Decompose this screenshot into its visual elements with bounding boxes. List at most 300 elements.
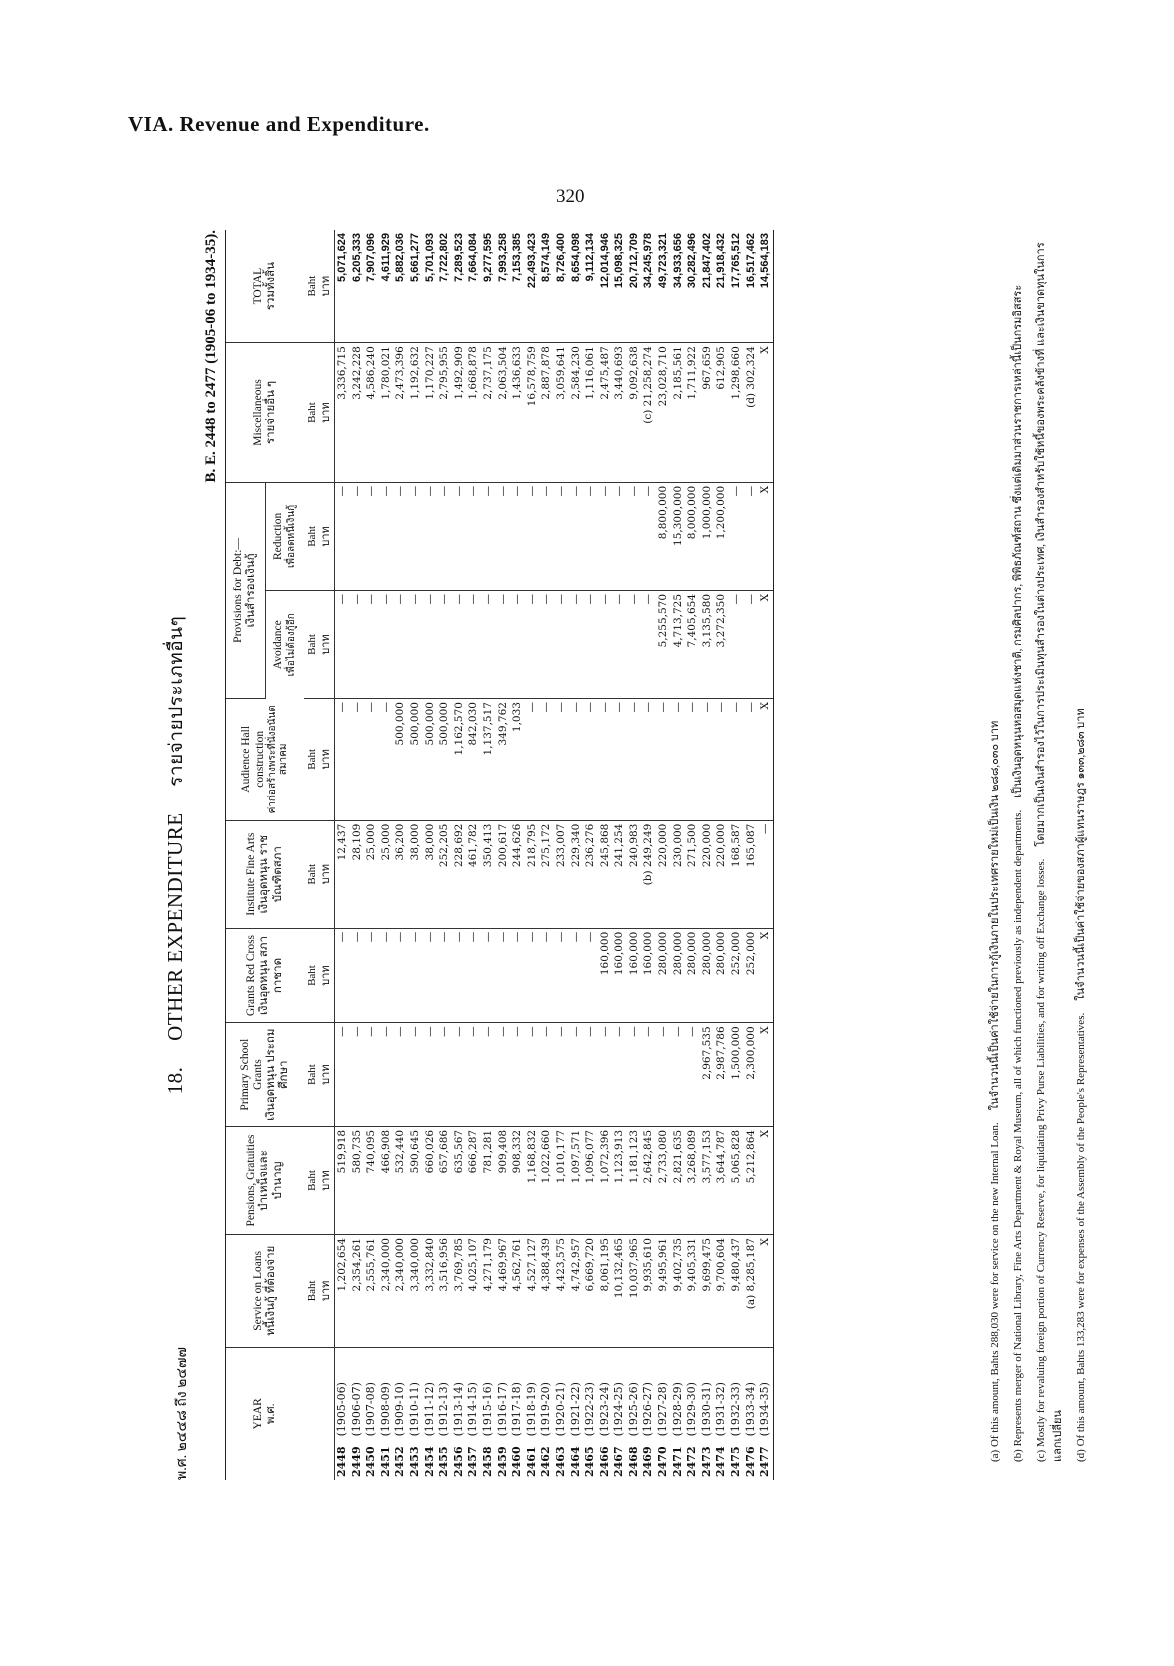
pensions-cell: 532,440 bbox=[393, 1126, 408, 1234]
total-cell: 4,611,929 bbox=[379, 230, 394, 343]
year-cell: 2456(1913-14) bbox=[451, 1382, 465, 1477]
total-cell: 7,722,802 bbox=[437, 230, 452, 343]
table-row bbox=[525, 230, 540, 1480]
col-primary: Primary School Grants เงินอุดหนุน ประถมศึกษา bbox=[226, 1023, 305, 1127]
hall-cell: 500,000 bbox=[423, 699, 438, 821]
misc-cell: 1,192,632 bbox=[408, 343, 423, 483]
redcross-cell: — bbox=[554, 928, 569, 1023]
avoid-cell: — bbox=[539, 590, 554, 698]
finearts-cell: 165,087 bbox=[744, 820, 759, 928]
pensions-cell: 666,287 bbox=[466, 1126, 481, 1234]
avoid-cell: — bbox=[510, 590, 525, 698]
col-loans: Service on Loans หนี้เงินกู้ ที่ต้องจ่าย bbox=[226, 1235, 305, 1348]
col-avoidance: Avoidance เพื่อไม่ต้องกู้อีก bbox=[272, 613, 297, 677]
reduce-cell: — bbox=[554, 482, 569, 590]
primary-cell: — bbox=[539, 1023, 554, 1127]
table-row bbox=[700, 230, 715, 1480]
avoid-cell: — bbox=[481, 590, 496, 698]
total-cell: 8,654,098 bbox=[569, 230, 584, 343]
thai-year-range: พ.ศ. ๒๔๔๘ ถึง ๒๔๗๗ bbox=[175, 1346, 190, 1480]
loans-cell: 9,699,475 bbox=[700, 1235, 715, 1348]
loans-cell: 4,271,179 bbox=[481, 1235, 496, 1348]
reduce-cell: — bbox=[393, 482, 408, 590]
table-row bbox=[554, 230, 569, 1480]
primary-cell: — bbox=[452, 1023, 467, 1127]
redcross-cell: — bbox=[539, 928, 554, 1023]
finearts-cell: 271,500 bbox=[685, 820, 700, 928]
finearts-cell: 38,000 bbox=[423, 820, 438, 928]
footnote-d: (d) Of this amount, Bahts 133,283 were for expenses of the Assembly of the People's Representatives.ในจำนวนนี้เป็นค่าใช้จ่ายของสภาผู้แทนราษฎร ๑๓๓,๒๘๓ บาท bbox=[1075, 708, 1087, 1462]
pensions-cell: 580,735 bbox=[350, 1126, 365, 1234]
pensions-cell: 740,095 bbox=[364, 1126, 379, 1234]
year-cell: 2469(1926-27) bbox=[641, 1382, 655, 1477]
redcross-cell: — bbox=[525, 928, 540, 1023]
reduce-cell: — bbox=[612, 482, 627, 590]
pensions-cell: 5,065,828 bbox=[729, 1126, 744, 1234]
redcross-cell: — bbox=[393, 928, 408, 1023]
total-cell: 22,493,423 bbox=[525, 230, 540, 343]
avoid-cell: — bbox=[583, 590, 598, 698]
redcross-cell: — bbox=[350, 928, 365, 1023]
year-cell: 2472(1929-30) bbox=[685, 1382, 699, 1477]
pensions-cell: 635,567 bbox=[452, 1126, 467, 1234]
primary-cell: — bbox=[641, 1023, 656, 1127]
loans-cell: 4,742,957 bbox=[569, 1235, 584, 1348]
misc-cell: 2,584,230 bbox=[569, 343, 584, 483]
col-total: TOTAL รวมทั้งสิ้น bbox=[226, 230, 305, 343]
reduce-cell: 1,200,000 bbox=[714, 482, 729, 590]
total-cell: 9,112,134 bbox=[583, 230, 598, 343]
primary-cell: — bbox=[612, 1023, 627, 1127]
avoid-cell: — bbox=[627, 590, 642, 698]
misc-cell: 23,028,710 bbox=[656, 343, 671, 483]
pensions-cell: 908,332 bbox=[510, 1126, 525, 1234]
pensions-cell: 1,072,396 bbox=[598, 1126, 613, 1234]
year-cell: 2448(1905-06) bbox=[335, 1382, 348, 1477]
avoid-cell: — bbox=[554, 590, 569, 698]
avoid-cell: X bbox=[758, 590, 773, 698]
finearts-cell: 233,007 bbox=[554, 820, 569, 928]
table-row bbox=[481, 230, 496, 1480]
primary-cell: 2,300,000 bbox=[744, 1023, 759, 1127]
avoid-cell: — bbox=[598, 590, 613, 698]
reduce-cell: — bbox=[627, 482, 642, 590]
avoid-cell: — bbox=[569, 590, 584, 698]
avoid-cell: 3,135,580 bbox=[700, 590, 715, 698]
redcross-cell: 280,000 bbox=[671, 928, 686, 1023]
avoid-cell: — bbox=[437, 590, 452, 698]
table-row bbox=[612, 230, 627, 1480]
table-row bbox=[496, 230, 511, 1480]
year-cell: 2452(1909-10) bbox=[393, 1382, 407, 1477]
primary-cell: — bbox=[379, 1023, 394, 1127]
avoid-cell: — bbox=[612, 590, 627, 698]
hall-cell: — bbox=[612, 699, 627, 821]
hall-cell: — bbox=[685, 699, 700, 821]
col-year: YEAR พ.ศ. bbox=[226, 1347, 305, 1480]
pensions-cell: 466,908 bbox=[379, 1126, 394, 1234]
hall-cell: — bbox=[364, 699, 379, 821]
table-row bbox=[641, 230, 656, 1480]
col-reduction: Reduction เพื่อลดหนี้เงินกู้ bbox=[265, 482, 304, 590]
redcross-cell: — bbox=[379, 928, 394, 1023]
hall-cell: 500,000 bbox=[408, 699, 423, 821]
finearts-cell: 28,109 bbox=[350, 820, 365, 928]
misc-cell: 3,440,693 bbox=[612, 343, 627, 483]
finearts-cell: 220,000 bbox=[714, 820, 729, 928]
col-finearts: Institute Fine Arts เงินอุดหนุน ราชบัณฑิตสภา bbox=[226, 820, 305, 928]
loans-cell: 3,340,000 bbox=[408, 1235, 423, 1348]
hall-cell: — bbox=[714, 699, 729, 821]
table-row bbox=[335, 230, 350, 1480]
misc-cell: 3,242,228 bbox=[350, 343, 365, 483]
finearts-cell: 220,000 bbox=[656, 820, 671, 928]
pensions-cell: 1,022,660 bbox=[539, 1126, 554, 1234]
avoid-cell: 3,272,350 bbox=[714, 590, 729, 698]
loans-cell: 4,388,439 bbox=[539, 1235, 554, 1348]
total-cell: 16,517,462 bbox=[744, 230, 759, 343]
pensions-cell: 3,644,787 bbox=[714, 1126, 729, 1234]
table-row bbox=[671, 230, 686, 1480]
loans-cell: 9,402,735 bbox=[671, 1235, 686, 1348]
primary-cell: — bbox=[583, 1023, 598, 1127]
year-cell: 2458(1915-16) bbox=[480, 1382, 494, 1477]
total-cell: 8,574,149 bbox=[539, 230, 554, 343]
finearts-cell: 241,254 bbox=[612, 820, 627, 928]
year-cell: 2470(1927-28) bbox=[656, 1382, 670, 1477]
reduce-cell: 8,800,000 bbox=[656, 482, 671, 590]
primary-cell: — bbox=[466, 1023, 481, 1127]
pensions-cell: 1,096,077 bbox=[583, 1126, 598, 1234]
reduce-cell: — bbox=[525, 482, 540, 590]
finearts-cell: 236,276 bbox=[583, 820, 598, 928]
year-cell: 2450(1907-08) bbox=[364, 1382, 378, 1477]
finearts-cell: 240,983 bbox=[627, 820, 642, 928]
redcross-cell: — bbox=[510, 928, 525, 1023]
loans-cell: 10,132,465 bbox=[612, 1235, 627, 1348]
finearts-cell: 168,587 bbox=[729, 820, 744, 928]
misc-cell: (c) 21,258,274 bbox=[641, 343, 656, 483]
primary-cell: — bbox=[510, 1023, 525, 1127]
hall-cell: — bbox=[569, 699, 584, 821]
misc-cell: X bbox=[758, 343, 773, 483]
misc-cell: 1,116,061 bbox=[583, 343, 598, 483]
hall-cell: — bbox=[335, 699, 350, 821]
total-cell: 7,907,096 bbox=[364, 230, 379, 343]
pensions-cell: 909,408 bbox=[496, 1126, 511, 1234]
reduce-cell: — bbox=[539, 482, 554, 590]
redcross-cell: 252,000 bbox=[744, 928, 759, 1023]
misc-cell: 3,336,715 bbox=[335, 343, 350, 483]
pensions-cell: 2,733,080 bbox=[656, 1126, 671, 1234]
misc-cell: 1,711,922 bbox=[685, 343, 700, 483]
primary-cell: — bbox=[423, 1023, 438, 1127]
pensions-cell: 590,645 bbox=[408, 1126, 423, 1234]
pensions-cell: 1,181,123 bbox=[627, 1126, 642, 1234]
reduce-cell: — bbox=[641, 482, 656, 590]
hall-cell: — bbox=[671, 699, 686, 821]
year-cell: 2461(1918-19) bbox=[524, 1382, 538, 1477]
year-cell: 2449(1906-07) bbox=[349, 1382, 363, 1477]
loans-cell: 9,935,610 bbox=[641, 1235, 656, 1348]
reduce-cell: — bbox=[496, 482, 511, 590]
redcross-cell: 280,000 bbox=[685, 928, 700, 1023]
redcross-cell: X bbox=[758, 928, 773, 1023]
loans-cell: 4,469,967 bbox=[496, 1235, 511, 1348]
table-title bbox=[155, 230, 199, 1480]
table-row bbox=[685, 230, 700, 1480]
hall-cell: — bbox=[598, 699, 613, 821]
loans-cell: 2,340,000 bbox=[393, 1235, 408, 1348]
pensions-cell: 519,918 bbox=[335, 1126, 350, 1234]
table-row bbox=[598, 230, 613, 1480]
total-cell: 34,933,656 bbox=[671, 230, 686, 343]
total-cell: 30,282,496 bbox=[685, 230, 700, 343]
primary-cell: 1,500,000 bbox=[729, 1023, 744, 1127]
pensions-cell: 660,026 bbox=[423, 1126, 438, 1234]
avoid-cell: — bbox=[423, 590, 438, 698]
avoid-cell: — bbox=[525, 590, 540, 698]
year-cell: 2460(1917-18) bbox=[510, 1382, 524, 1477]
misc-cell: 2,185,561 bbox=[671, 343, 686, 483]
redcross-cell: — bbox=[496, 928, 511, 1023]
pensions-cell: 1,010,177 bbox=[554, 1126, 569, 1234]
misc-cell: 1,668,878 bbox=[466, 343, 481, 483]
loans-cell: 2,555,761 bbox=[364, 1235, 379, 1348]
table-row bbox=[423, 230, 438, 1480]
loans-cell: 9,480,437 bbox=[729, 1235, 744, 1348]
total-cell: 5,661,277 bbox=[408, 230, 423, 343]
misc-cell: 967,659 bbox=[700, 343, 715, 483]
primary-cell: — bbox=[671, 1023, 686, 1127]
col-misc: Miscellaneous รายจ่ายอื่น ๆ bbox=[226, 343, 305, 483]
pensions-cell: 781,281 bbox=[481, 1126, 496, 1234]
finearts-cell: 245,868 bbox=[598, 820, 613, 928]
table-row bbox=[758, 230, 773, 1480]
redcross-cell: 160,000 bbox=[641, 928, 656, 1023]
misc-cell: 2,475,487 bbox=[598, 343, 613, 483]
redcross-cell: 280,000 bbox=[700, 928, 715, 1023]
loans-cell: 8,061,195 bbox=[598, 1235, 613, 1348]
loans-cell: 9,405,331 bbox=[685, 1235, 700, 1348]
total-cell: 5,701,093 bbox=[423, 230, 438, 343]
footnote-b: (b) Represents merger of National Library, Fine Arts Department & Royal Museum, all of which functioned previously as independent departments.เป็นเงินอุดหนุนหอสมุดแห่งชาติ, กรมศิลปากร, พิพิธภัณฑ์สถาน ซึ่งแต่เดิมมาส่วนราชการเหล่านี้เป็นกรมอิสสระ bbox=[1012, 284, 1024, 1462]
finearts-cell: 230,000 bbox=[671, 820, 686, 928]
year-cell: 2473(1930-31) bbox=[699, 1382, 713, 1477]
redcross-cell: 160,000 bbox=[612, 928, 627, 1023]
table-row bbox=[627, 230, 642, 1480]
misc-cell: 1,170,227 bbox=[423, 343, 438, 483]
table-row bbox=[583, 230, 598, 1480]
hall-cell: 1,033 bbox=[510, 699, 525, 821]
redcross-cell: — bbox=[335, 928, 350, 1023]
finearts-cell: — bbox=[758, 820, 773, 928]
year-cell: 2474(1931-32) bbox=[714, 1382, 728, 1477]
finearts-cell: 12,437 bbox=[335, 820, 350, 928]
reduce-cell: — bbox=[335, 482, 350, 590]
total-cell: 8,726,400 bbox=[554, 230, 569, 343]
total-cell: 21,847,402 bbox=[700, 230, 715, 343]
year-cell: 2476(1933-34) bbox=[743, 1382, 757, 1477]
year-cell: 2463(1920-21) bbox=[553, 1382, 567, 1477]
redcross-cell: — bbox=[583, 928, 598, 1023]
pensions-cell: X bbox=[758, 1126, 773, 1234]
redcross-cell: — bbox=[437, 928, 452, 1023]
primary-cell: — bbox=[496, 1023, 511, 1127]
finearts-cell: 228,692 bbox=[452, 820, 467, 928]
rotated-table-page bbox=[155, 230, 1155, 1480]
hall-cell: X bbox=[758, 699, 773, 821]
table-row bbox=[539, 230, 554, 1480]
finearts-cell: 38,000 bbox=[408, 820, 423, 928]
loans-cell: 4,562,761 bbox=[510, 1235, 525, 1348]
misc-cell: 1,780,021 bbox=[379, 343, 394, 483]
misc-cell: (d) 302,324 bbox=[744, 343, 759, 483]
reduce-cell: 1,000,000 bbox=[700, 482, 715, 590]
redcross-cell: 280,000 bbox=[656, 928, 671, 1023]
reduce-cell: — bbox=[481, 482, 496, 590]
reduce-cell: — bbox=[466, 482, 481, 590]
primary-cell: — bbox=[685, 1023, 700, 1127]
finearts-cell: (b) 249,249 bbox=[641, 820, 656, 928]
total-cell: 7,664,084 bbox=[466, 230, 481, 343]
finearts-cell: 200,617 bbox=[496, 820, 511, 928]
loans-cell: 10,037,965 bbox=[627, 1235, 642, 1348]
primary-cell: — bbox=[335, 1023, 350, 1127]
hall-cell: 500,000 bbox=[437, 699, 452, 821]
avoid-cell: 4,713,725 bbox=[671, 590, 686, 698]
primary-cell: — bbox=[437, 1023, 452, 1127]
redcross-cell: 252,000 bbox=[729, 928, 744, 1023]
primary-cell: — bbox=[656, 1023, 671, 1127]
avoid-cell: — bbox=[408, 590, 423, 698]
finearts-cell: 461,782 bbox=[466, 820, 481, 928]
avoid-cell: — bbox=[641, 590, 656, 698]
avoid-cell: — bbox=[379, 590, 394, 698]
avoid-cell: — bbox=[744, 590, 759, 698]
primary-cell: — bbox=[364, 1023, 379, 1127]
primary-cell: — bbox=[350, 1023, 365, 1127]
total-cell: 5,882,036 bbox=[393, 230, 408, 343]
reduce-cell: X bbox=[758, 482, 773, 590]
table-number: 18. bbox=[163, 1066, 187, 1095]
total-cell: 7,289,523 bbox=[452, 230, 467, 343]
redcross-cell: — bbox=[452, 928, 467, 1023]
reduce-cell: — bbox=[408, 482, 423, 590]
redcross-cell: 160,000 bbox=[627, 928, 642, 1023]
avoid-cell: — bbox=[364, 590, 379, 698]
year-cell: 2465(1922-23) bbox=[583, 1382, 597, 1477]
primary-cell: — bbox=[408, 1023, 423, 1127]
col-pensions: Pensions, Gratuities บำเหน็จและ บำนาญ bbox=[226, 1126, 305, 1234]
year-cell: 2475(1932-33) bbox=[729, 1382, 743, 1477]
col-debt: Provisions for Debt:— เงินสำรองเงินกู้ bbox=[226, 482, 266, 698]
avoid-cell: — bbox=[466, 590, 481, 698]
year-cell: 2459(1916-17) bbox=[495, 1382, 509, 1477]
year-cell: 2462(1919-20) bbox=[539, 1382, 553, 1477]
total-cell: 14,564,183 bbox=[758, 230, 773, 343]
total-cell: 21,918,432 bbox=[714, 230, 729, 343]
avoid-cell: — bbox=[452, 590, 467, 698]
redcross-cell: — bbox=[481, 928, 496, 1023]
pensions-cell: 2,642,845 bbox=[641, 1126, 656, 1234]
misc-cell: 2,473,396 bbox=[393, 343, 408, 483]
primary-cell: — bbox=[627, 1023, 642, 1127]
finearts-cell: 218,795 bbox=[525, 820, 540, 928]
avoid-cell: — bbox=[729, 590, 744, 698]
loans-cell: 3,516,956 bbox=[437, 1235, 452, 1348]
primary-cell: — bbox=[554, 1023, 569, 1127]
pensions-cell: 657,686 bbox=[437, 1126, 452, 1234]
loans-cell: 2,340,000 bbox=[379, 1235, 394, 1348]
avoid-cell: — bbox=[350, 590, 365, 698]
year-cell: 2471(1928-29) bbox=[670, 1382, 684, 1477]
finearts-cell: 36,200 bbox=[393, 820, 408, 928]
misc-cell: 1,436,633 bbox=[510, 343, 525, 483]
hall-cell: — bbox=[379, 699, 394, 821]
year-cell: 2464(1921-22) bbox=[568, 1382, 582, 1477]
table-row bbox=[379, 230, 394, 1480]
pensions-cell: 1,168,832 bbox=[525, 1126, 540, 1234]
finearts-cell: 229,340 bbox=[569, 820, 584, 928]
avoid-cell: — bbox=[335, 590, 350, 698]
section-header: VIA. Revenue and Expenditure. bbox=[128, 112, 430, 136]
primary-cell: 2,967,535 bbox=[700, 1023, 715, 1127]
misc-cell: 2,737,175 bbox=[481, 343, 496, 483]
misc-cell: 2,887,878 bbox=[539, 343, 554, 483]
hall-cell: 349,762 bbox=[496, 699, 511, 821]
finearts-cell: 350,413 bbox=[481, 820, 496, 928]
pensions-cell: 1,123,913 bbox=[612, 1126, 627, 1234]
finearts-cell: 25,000 bbox=[379, 820, 394, 928]
avoid-cell: — bbox=[496, 590, 511, 698]
primary-cell: X bbox=[758, 1023, 773, 1127]
misc-cell: 16,578,759 bbox=[525, 343, 540, 483]
finearts-cell: 252,205 bbox=[437, 820, 452, 928]
table-subtitle: B. E. 2448 to 2477 (1905-06 to 1934-35). bbox=[203, 230, 219, 483]
finearts-cell: 25,000 bbox=[364, 820, 379, 928]
loans-cell: 1,202,654 bbox=[335, 1235, 350, 1348]
redcross-cell: — bbox=[364, 928, 379, 1023]
table-title-english: OTHER EXPENDITURE bbox=[163, 812, 187, 1041]
primary-cell: — bbox=[525, 1023, 540, 1127]
avoid-cell: — bbox=[393, 590, 408, 698]
reduce-cell: — bbox=[437, 482, 452, 590]
reduce-cell: 8,000,000 bbox=[685, 482, 700, 590]
reduce-cell: — bbox=[423, 482, 438, 590]
loans-cell: 2,354,261 bbox=[350, 1235, 365, 1348]
table-row bbox=[510, 230, 525, 1480]
hall-cell: — bbox=[350, 699, 365, 821]
primary-cell: — bbox=[481, 1023, 496, 1127]
table-row bbox=[393, 230, 408, 1480]
misc-cell: 4,586,240 bbox=[364, 343, 379, 483]
misc-cell: 612,905 bbox=[714, 343, 729, 483]
total-cell: 6,205,333 bbox=[350, 230, 365, 343]
pensions-cell: 3,268,089 bbox=[685, 1126, 700, 1234]
pensions-cell: 2,821,635 bbox=[671, 1126, 686, 1234]
hall-cell: 842,030 bbox=[466, 699, 481, 821]
col-hall: Audience Hall construction ค่าก่อสร้างพระที่นั่งอนันตสมาคม bbox=[226, 699, 305, 821]
redcross-cell: — bbox=[423, 928, 438, 1023]
hall-cell: — bbox=[641, 699, 656, 821]
year-cell: 2454(1911-12) bbox=[422, 1382, 436, 1477]
table-row bbox=[350, 230, 365, 1480]
total-cell: 20,712,709 bbox=[627, 230, 642, 343]
year-cell: 2457(1914-15) bbox=[466, 1382, 480, 1477]
table-row bbox=[656, 230, 671, 1480]
total-cell: 5,071,624 bbox=[335, 230, 350, 343]
